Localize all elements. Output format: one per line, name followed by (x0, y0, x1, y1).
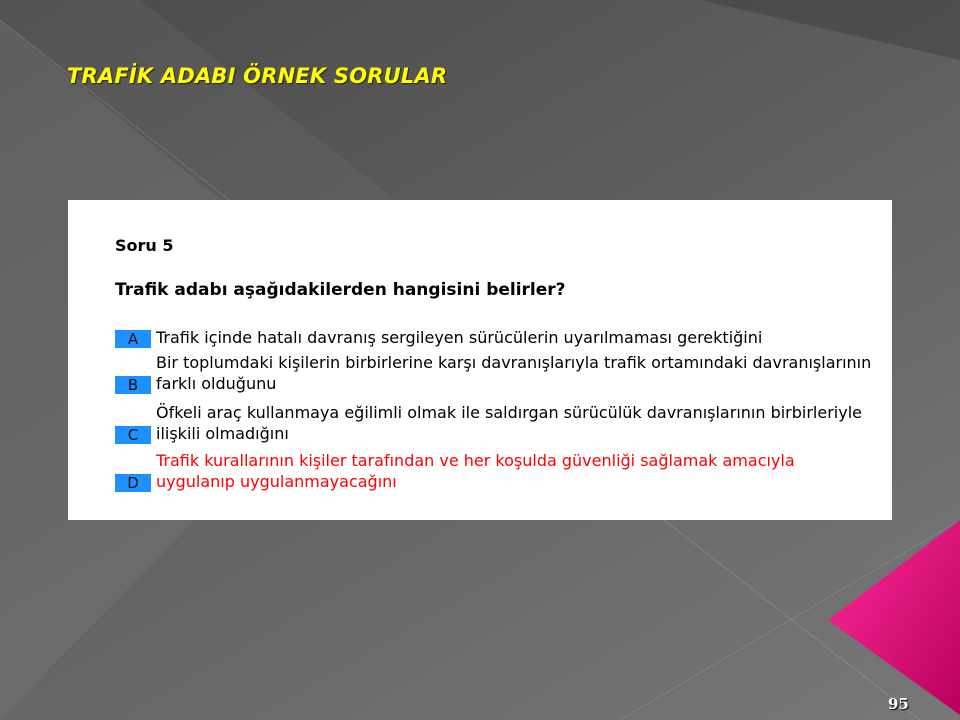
option-b[interactable] (115, 346, 885, 394)
option-d-badge[interactable]: D (115, 474, 151, 492)
page-number: 95 (888, 695, 909, 713)
slide-title: TRAFİK ADABI ÖRNEK SORULAR (67, 64, 448, 88)
option-c-badge[interactable]: C (115, 426, 151, 444)
option-a[interactable] (115, 300, 885, 348)
option-a-text: Trafik içinde hatalı davranış sergileyen sürücülerin uyarılmaması gerektiğini (156, 328, 763, 347)
option-c[interactable] (115, 396, 885, 444)
option-b-badge[interactable]: B (115, 376, 151, 394)
option-c-text: Öfkeli araç kullanmaya eğilimli olmak ile saldırgan sürücülük davranışlarının birbirleriyle ilişkili olmadığını (156, 403, 862, 443)
question-text: Trafik adabı aşağıdakilerden hangisini belirler? (115, 280, 566, 300)
question-number: Soru 5 (115, 236, 174, 255)
option-d-text-correct: Trafik kurallarının kişiler tarafından ve her koşulda güvenliği sağlamak amacıyla uygulanıp uygulanmayacağını (156, 451, 795, 491)
option-d[interactable] (115, 444, 885, 492)
option-b-text: Bir toplumdaki kişilerin birbirlerine karşı davranışlarıyla trafik ortamındaki davranışlarının farklı olduğunu (156, 353, 872, 393)
question-panel (68, 200, 892, 520)
option-a-badge[interactable]: A (115, 330, 151, 348)
